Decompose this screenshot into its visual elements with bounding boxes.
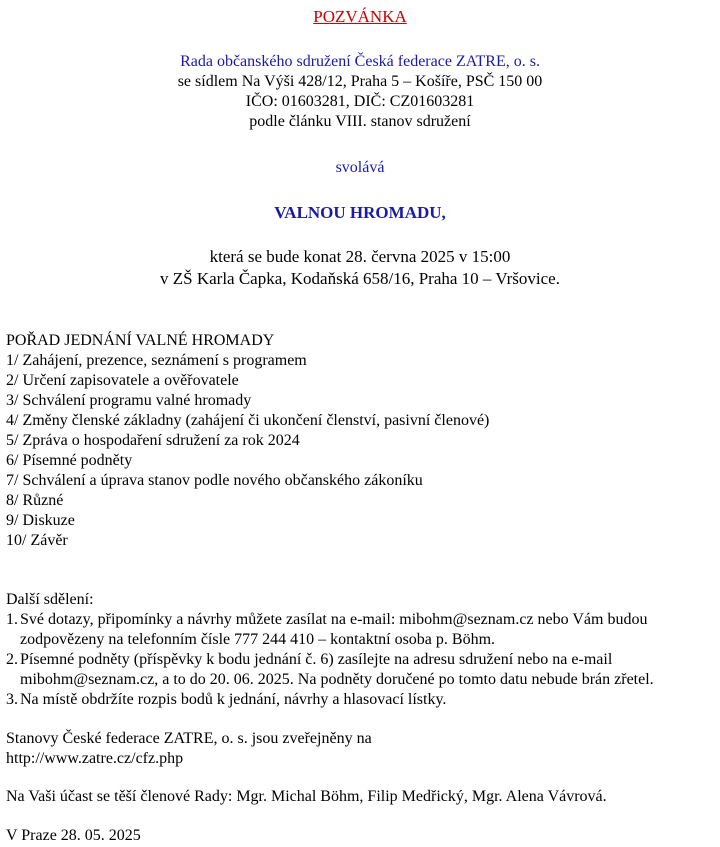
agenda-item: 5/ Zpráva o hospodaření sdružení za rok 2024 — [6, 432, 300, 449]
agenda-item: 9/ Diskuze — [6, 512, 75, 529]
agenda-item: 4/ Změny členské základny (zahájení či ukončení členství, pasivní členové) — [6, 412, 490, 429]
statutes-note — [6, 729, 706, 769]
other-info-heading: Další sdělení: — [6, 591, 94, 608]
agenda-section — [6, 331, 706, 551]
statutes-url: http://www.zatre.cz/cfz.php — [6, 750, 184, 767]
association-name: Rada občanského sdružení Česká federace ZATRE, o. s. — [180, 53, 540, 70]
association-ids: IČO: 01603281, DIČ: CZ01603281 — [245, 93, 475, 110]
closing-note: Na Vaši účast se těší členové Rady: Mgr. Michal Böhm, Filip Medřický, Mgr. Alena Vávrová. — [6, 788, 607, 805]
meeting-place: v ZŠ Karla Čapka, Kodaňská 658/16, Praha 10 – Vršovice. — [160, 269, 560, 288]
list-item-number: 3. — [6, 691, 18, 708]
statutes-text: Stanovy České federace ZATRE, o. s. jsou zveřejněny na — [6, 730, 372, 747]
list-item-text: Písemné podněty (příspěvky k bodu jednání č. 6) zasílejte na adresu sdružení nebo na e-mail mibohm@seznam.cz, a to do 20. 06. 2025. Na podněty doručené po tomto datu nebude brán zřetel. — [20, 651, 654, 688]
list-item-number: 2. — [6, 651, 18, 668]
agenda-item: 7/ Schválení a úprava stanov podle nového občanského zákoníku — [6, 472, 423, 489]
agenda-item: 2/ Určení zapisovatele a ověřovatele — [6, 372, 239, 389]
list-item — [6, 610, 716, 650]
list-item-number: 1. — [6, 611, 18, 628]
convenes-text: svolává — [335, 159, 385, 176]
association-header — [0, 52, 720, 132]
list-item — [6, 690, 716, 710]
agenda-item: 10/ Závěr — [6, 532, 68, 549]
list-item-text: Své dotazy, připomínky a návrhy můžete zasílat na e-mail: mibohm@seznam.cz nebo Vám budou zodpovězeny na telefonním čísle 777 244 410 – kontaktní osoba p. Böhm. — [20, 611, 648, 648]
statute-reference: podle článku VIII. stanov sdružení — [249, 113, 471, 130]
list-item — [6, 650, 716, 690]
agenda-item: 1/ Zahájení, prezence, seznámení s programem — [6, 352, 307, 369]
document-date: V Praze 28. 05. 2025 — [6, 827, 141, 844]
document-title: POZVÁNKA — [313, 7, 407, 26]
meeting-date: která se bude konat 28. června 2025 v 15:00 — [209, 247, 511, 266]
agenda-heading: POŘAD JEDNÁNÍ VALNÉ HROMADY — [6, 332, 275, 349]
agenda-item: 8/ Různé — [6, 492, 64, 509]
association-address: se sídlem Na Výši 428/12, Praha 5 – Košíře, PSČ 150 00 — [177, 73, 543, 90]
list-item-text: Na místě obdržíte rozpis bodů k jednání, návrhy a hlasovací lístky. — [20, 691, 447, 708]
meeting-details — [0, 246, 720, 290]
meeting-name: VALNOU HROMADU, — [274, 203, 446, 222]
agenda-item: 3/ Schválení programu valné hromady — [6, 392, 252, 409]
other-info-section — [6, 590, 716, 710]
agenda-item: 6/ Písemné podněty — [6, 452, 133, 469]
